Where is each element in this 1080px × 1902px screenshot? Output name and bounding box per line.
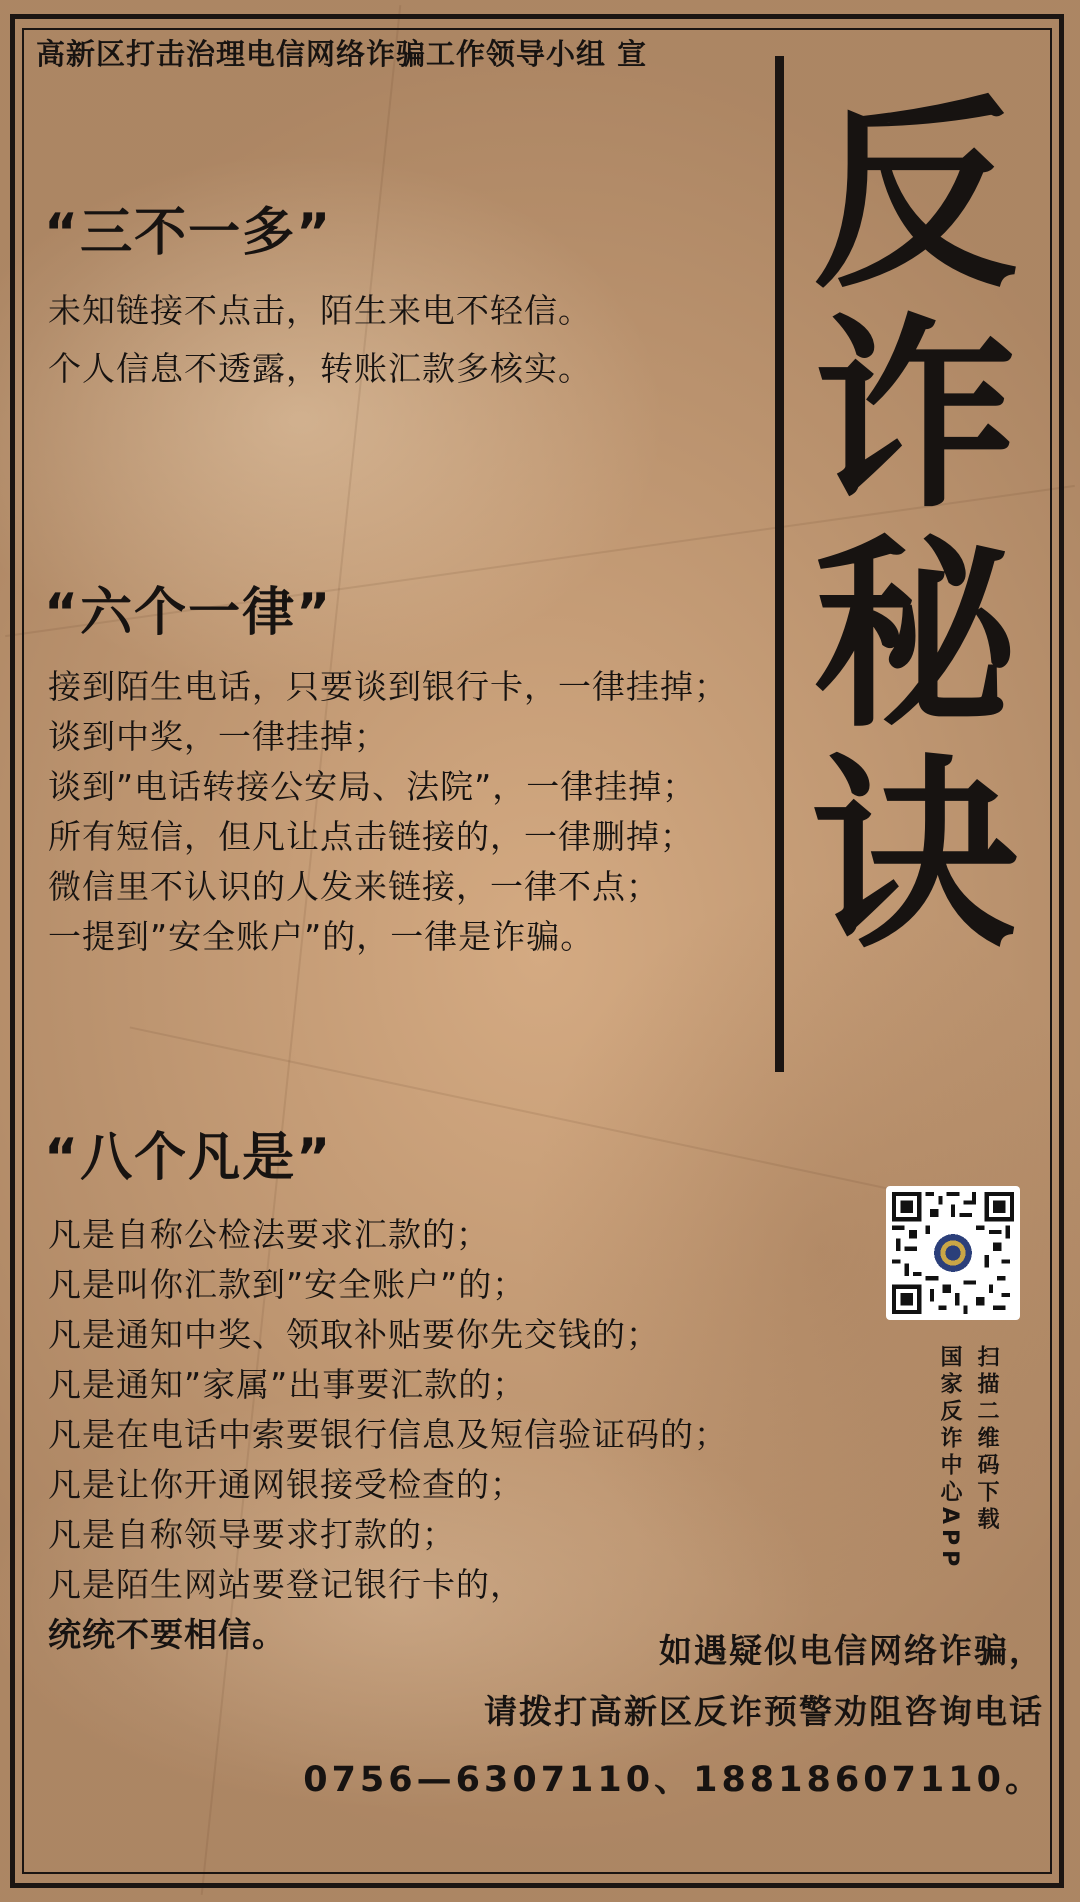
list-item: 谈到中奖，一律挂掉；: [48, 717, 388, 756]
list-item: 凡是让你开通网银接受检查的；: [48, 1465, 524, 1504]
section-list-2: [48, 662, 728, 962]
list-item: 凡是陌生网站要登记银行卡的，: [48, 1565, 524, 1604]
section-title-liu-ge-yi-lv: “六个一律”: [44, 583, 333, 643]
title-char: 秘: [812, 518, 1018, 756]
list-item: 未知链接不点击，陌生来电不轻信。: [48, 291, 592, 330]
title-divider: [775, 56, 784, 1072]
title-char: 诀: [812, 738, 1018, 976]
list-item: 凡是叫你汇款到”安全账户”的；: [48, 1265, 527, 1304]
list-item: 凡是通知中奖、领取补贴要你先交钱的；: [48, 1315, 660, 1354]
title-char: 诈: [812, 298, 1018, 536]
title-char: 反: [812, 78, 1018, 316]
qr-caption: [934, 1345, 1002, 1571]
section-list-1: [48, 282, 592, 398]
list-item: 凡是在电话中索要银行信息及短信验证码的；: [48, 1415, 728, 1454]
list-item: 谈到”电话转接公安局、法院”，一律挂掉；: [48, 767, 697, 806]
main-title: [800, 78, 1030, 976]
contact-prompt: 如遇疑似电信网络诈骗，: [659, 1631, 1044, 1670]
list-item: 凡是自称公检法要求汇款的；: [48, 1215, 490, 1254]
list-item: 凡是自称领导要求打款的；: [48, 1515, 456, 1554]
list-item: 接到陌生电话，只要谈到银行卡，一律挂掉；: [48, 667, 728, 706]
qr-caption-app-name: 国家反诈中心APP: [937, 1345, 962, 1572]
list-item: 统统不要相信。: [48, 1615, 286, 1654]
hotline-numbers[interactable]: 0756—6307110、18818607110。: [303, 1760, 1044, 1800]
section-title-ba-ge-fan-shi: “八个凡是”: [44, 1128, 333, 1188]
section-list-3: [48, 1210, 728, 1660]
contact-instruction: 请拨打高新区反诈预警劝阻咨询电话: [484, 1692, 1044, 1731]
list-item: 个人信息不透露，转账汇款多核实。: [48, 349, 592, 388]
list-item: 凡是通知”家属”出事要汇款的；: [48, 1365, 527, 1404]
issuer-header: 高新区打击治理电信网络诈骗工作领导小组 宣: [36, 37, 648, 71]
list-item: 所有短信，但凡让点击链接的，一律删掉；: [48, 817, 694, 856]
list-item: 一提到”安全账户”的，一律是诈骗。: [48, 917, 595, 956]
qr-caption-scan-hint: 扫描二维码下载: [974, 1345, 999, 1534]
qr-code-icon: [892, 1192, 1014, 1314]
list-item: 微信里不认识的人发来链接，一律不点；: [48, 867, 660, 906]
section-title-san-bu-yi-duo: “三不一多”: [44, 203, 333, 263]
app-download-qr-code[interactable]: [886, 1186, 1020, 1320]
